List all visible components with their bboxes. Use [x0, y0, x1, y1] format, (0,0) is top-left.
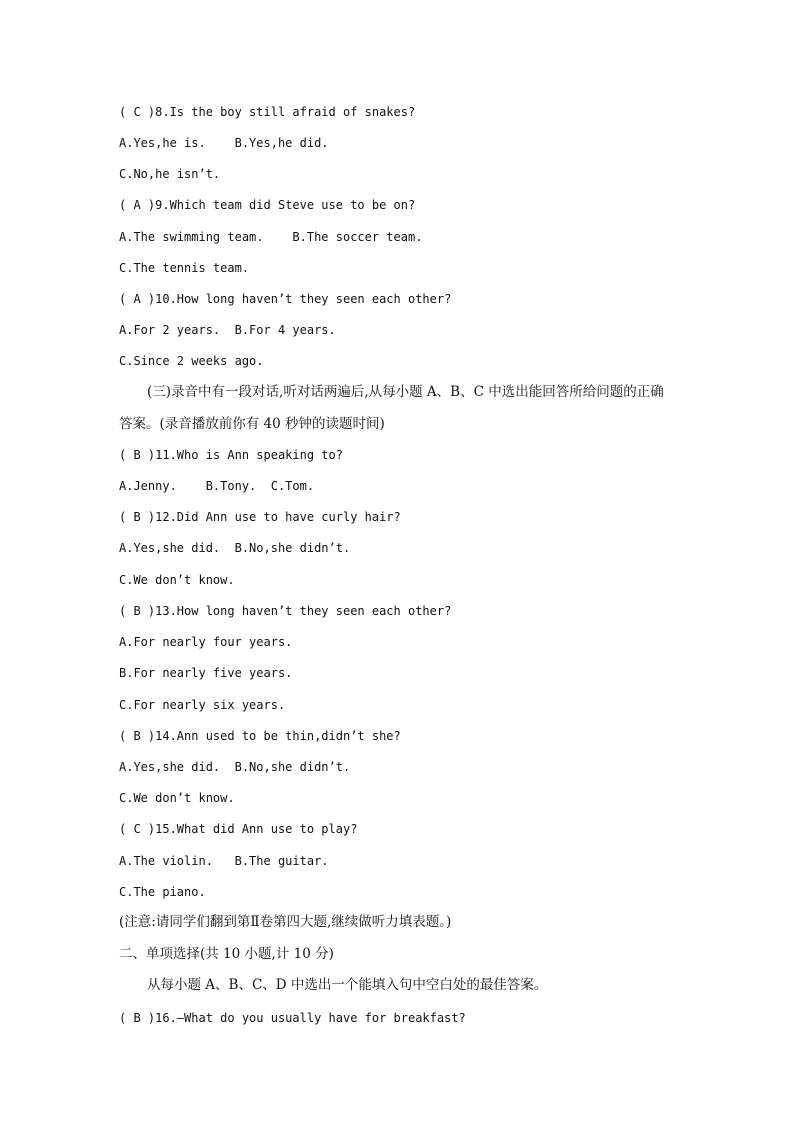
question-11-options: A.Jenny. B.Tony. C.Tom.	[119, 479, 315, 493]
question-13-option-a: A.For nearly four years.	[119, 635, 293, 649]
question-12-options-ab: A.Yes,she did. B.No,she didn’t.	[119, 541, 351, 555]
note-line: (注意:请同学们翻到第Ⅱ卷第四大题,继续做听力填表题。)	[119, 914, 452, 930]
question-11: ( B )11.Who is Ann speaking to?	[119, 448, 343, 462]
question-12: ( B )12.Did Ann use to have curly hair?	[119, 510, 401, 524]
question-15: ( C )15.What did Ann use to play?	[119, 822, 358, 836]
section-3-instruction: (三)录音中有一段对话,听对话两遍后,从每小题 A、B、C 中选出能回答所给问题的正确	[147, 384, 664, 400]
question-14-options-ab: A.Yes,she did. B.No,she didn’t.	[119, 760, 351, 774]
question-10-option-c: C.Since 2 weeks ago.	[119, 354, 264, 368]
section-2-instruction: 从每小题 A、B、C、D 中选出一个能填入句中空白处的最佳答案。	[147, 977, 548, 993]
section-3-instruction-cont: 答案。(录音播放前你有 40 秒钟的读题时间)	[119, 416, 385, 432]
question-8-options-ab: A.Yes,he is. B.Yes,he did.	[119, 136, 329, 150]
question-13-option-b: B.For nearly five years.	[119, 666, 293, 680]
question-10-options-ab: A.For 2 years. B.For 4 years.	[119, 323, 336, 337]
question-9-option-c: C.The tennis team.	[119, 261, 250, 275]
question-9: ( A )9.Which team did Steve use to be on?	[119, 198, 416, 212]
question-14-option-c: C.We don’t know.	[119, 791, 235, 805]
question-12-option-c: C.We don’t know.	[119, 573, 235, 587]
question-15-options-ab: A.The violin. B.The guitar.	[119, 854, 329, 868]
section-2-heading: 二、单项选择(共 10 小题,计 10 分)	[119, 946, 334, 962]
question-14: ( B )14.Ann used to be thin,didn’t she?	[119, 729, 401, 743]
question-9-options-ab: A.The swimming team. B.The soccer team.	[119, 230, 423, 244]
question-16: ( B )16.—What do you usually have for breakfast?	[119, 1011, 466, 1025]
question-15-option-c: C.The piano.	[119, 885, 206, 899]
question-8-option-c: C.No,he isn’t.	[119, 167, 221, 181]
question-13: ( B )13.How long haven’t they seen each other?	[119, 604, 452, 618]
question-10: ( A )10.How long haven’t they seen each other?	[119, 292, 452, 306]
question-8: ( C )8.Is the boy still afraid of snakes?	[119, 105, 416, 119]
question-13-option-c: C.For nearly six years.	[119, 698, 286, 712]
